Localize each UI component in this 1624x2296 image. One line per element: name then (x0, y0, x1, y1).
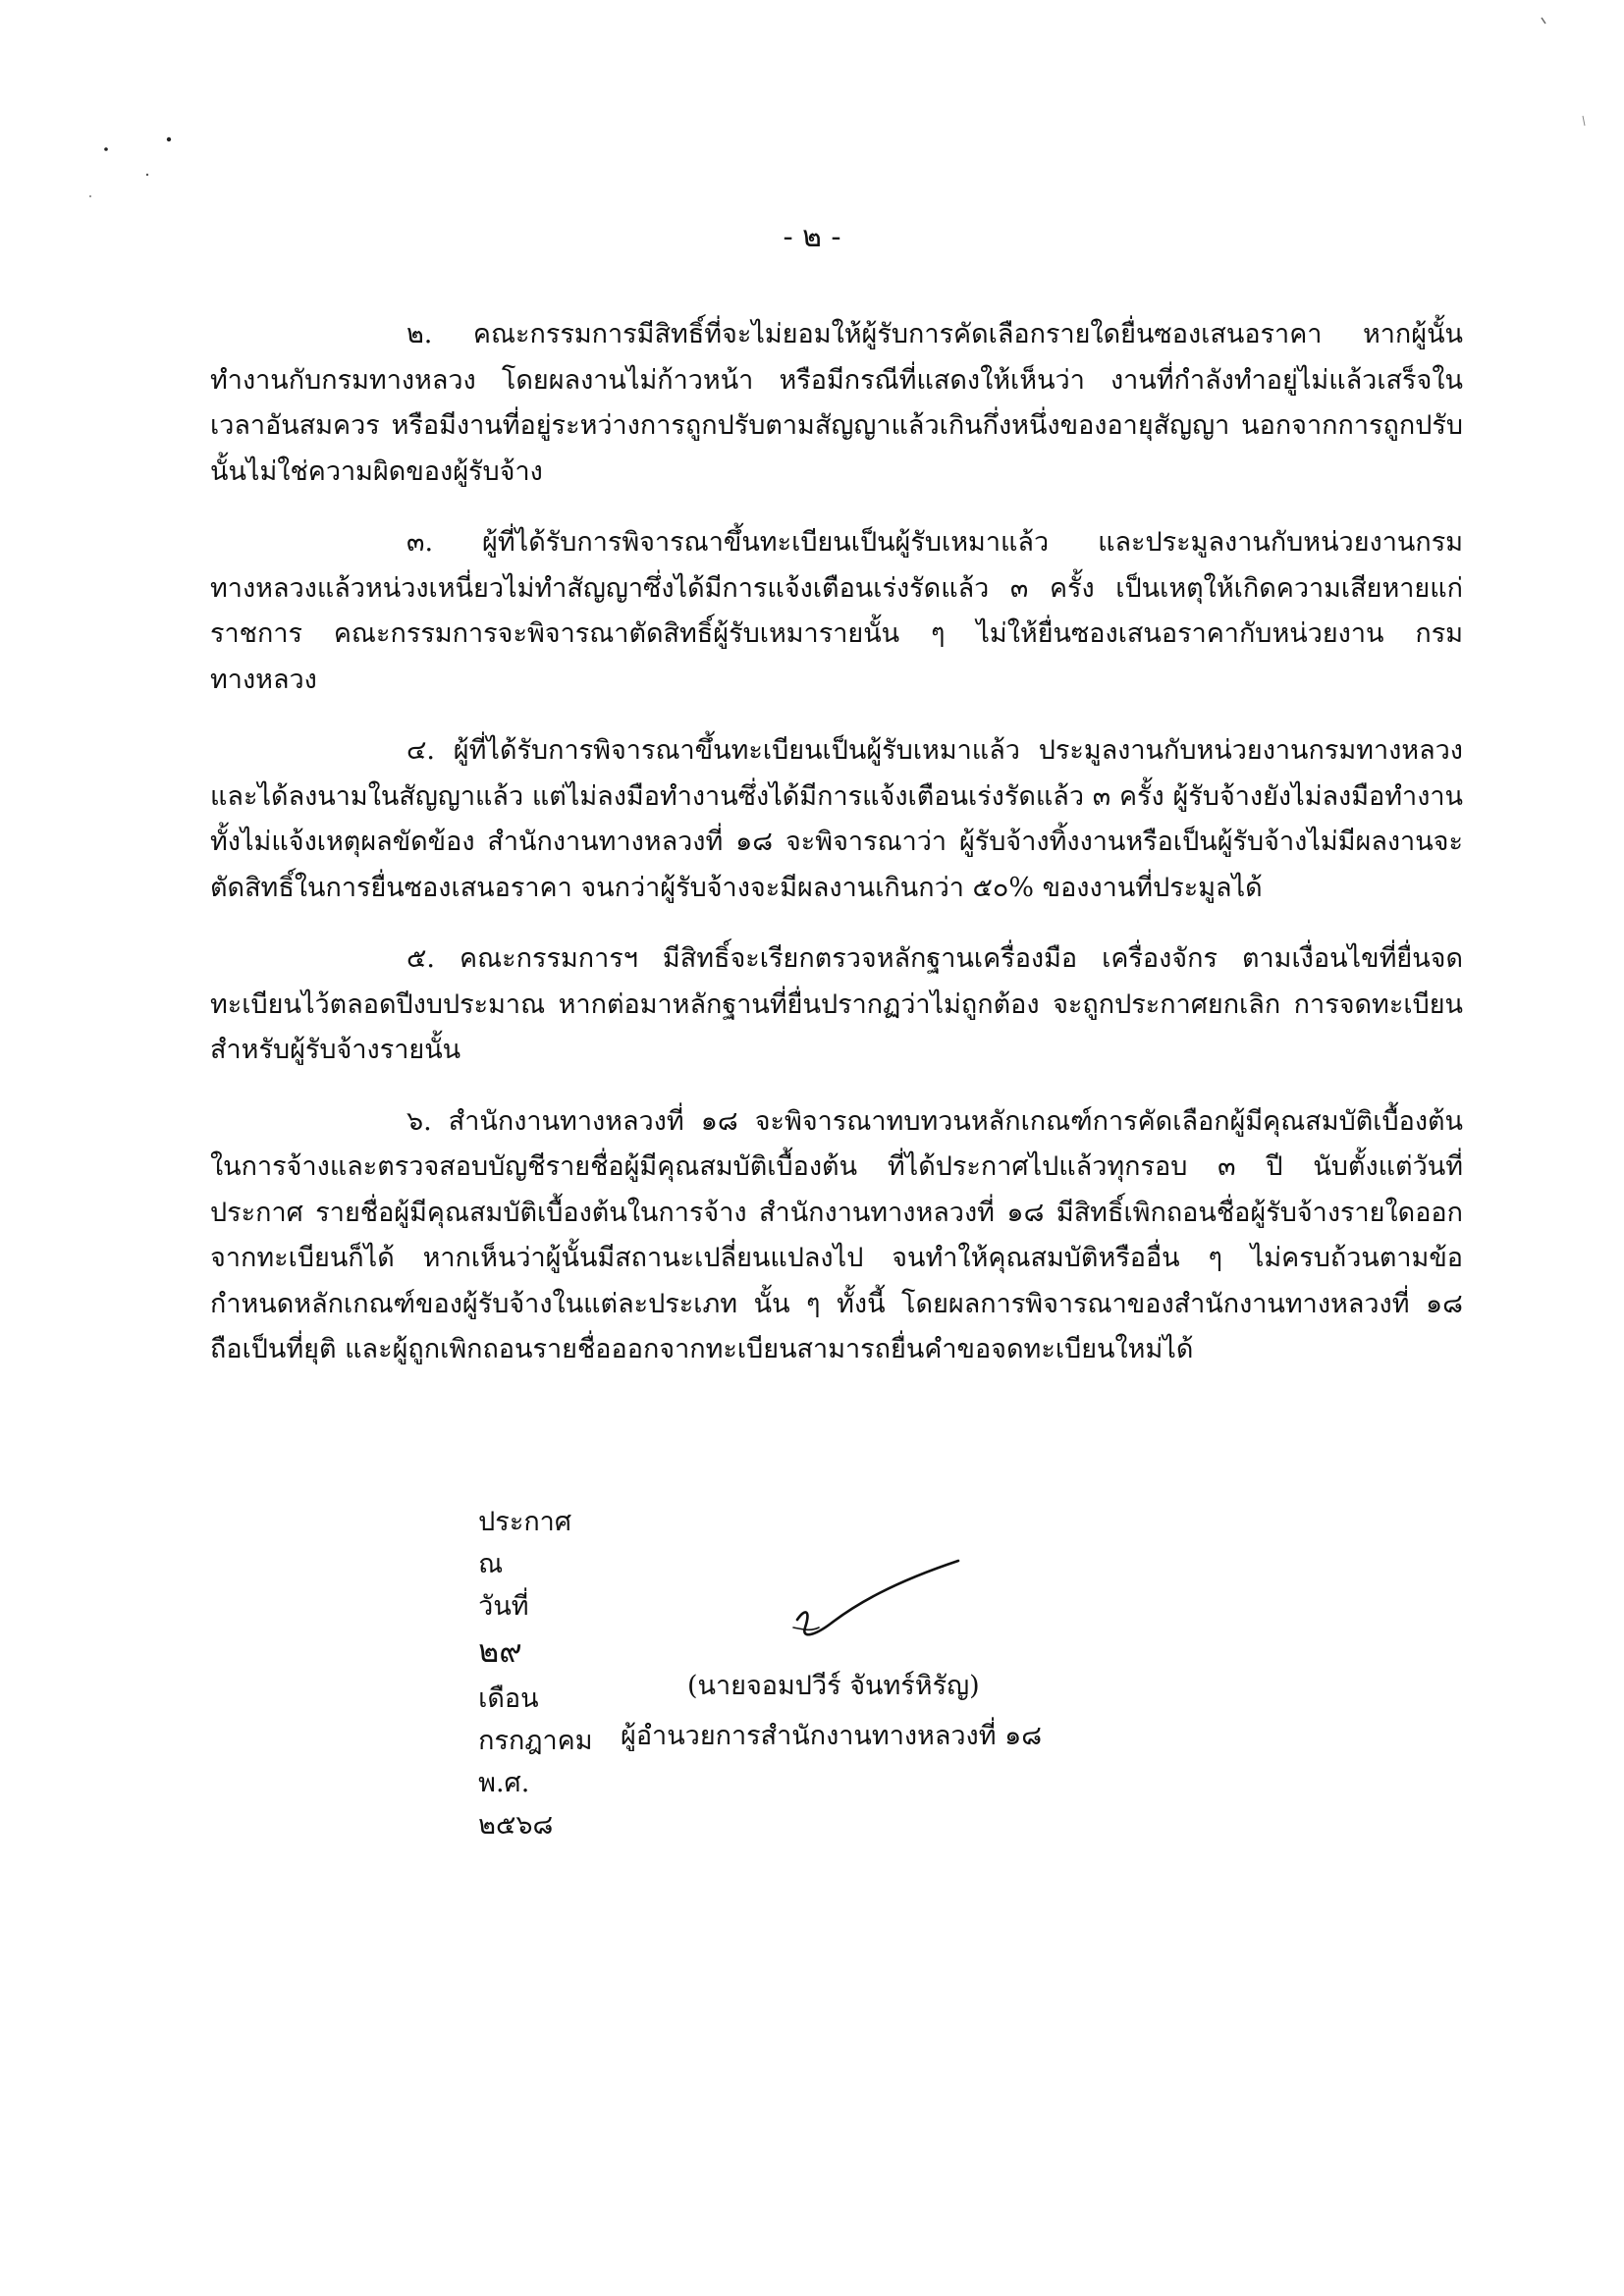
scan-mark (1583, 116, 1585, 126)
handwritten-signature (776, 1559, 972, 1667)
announcement-day-label: วันที่ (478, 1591, 529, 1622)
scan-dot (167, 137, 171, 141)
announcement-month: กรกฎาคม (478, 1726, 593, 1756)
announcement-prefix: ประกาศ (478, 1507, 571, 1537)
scan-dot (104, 147, 108, 151)
clause-2: ๒. คณะกรรมการมีสิทธิ์ที่จะไม่ยอมให้ผู้รับการคัดเลือกรายใดยื่นซองเสนอราคา หากผู้นั้นทำงานกับกรมทางหลวง โดยผลงานไม่ก้าวหน้า หรือมีกรณีที่แสดงให้เห็นว่า งานที่กำลังทำอยู่ไม่แล้วเสร็จในเวลาอันสมควร หรือมีงานที่อยู่ระหว่างการถูกปรับตามสัญญาแล้วเกินกึ่งหนึ่งของอายุสัญญา นอกจากการถูกปรับนั้นไม่ใช่ความผิดของผู้รับจ้าง (210, 319, 1463, 487)
announcement-year: ๒๕๖๘ (478, 1810, 554, 1841)
clause-5: ๕. คณะกรรมการฯ มีสิทธิ์จะเรียกตรวจหลักฐานเครื่องมือ เครื่องจักร ตามเงื่อนไขที่ยื่นจดทะเบียนไว้ตลอดปีงบประมาณ หากต่อมาหลักฐานที่ยื่นปรากฏว่าไม่ถูกต้อง จะถูกประกาศยกเลิก การจดทะเบียนสำหรับผู้รับจ้างรายนั้น (210, 943, 1463, 1065)
signer-position: ผู้อำนวยการสำนักงานทางหลวงที่ ๑๘ (621, 1721, 1043, 1751)
announcement-day: ๒๙ (478, 1632, 522, 1670)
announcement-year-label: พ.ศ. (478, 1768, 530, 1798)
announcement-line (461, 1469, 611, 1845)
clause-3: ๓. ผู้ที่ได้รับการพิจารณาขึ้นทะเบียนเป็นผู้รับเหมาแล้ว และประมูลงานกับหน่วยงานกรมทางหลวงแล้วหน่วงเหนี่ยวไม่ทำสัญญาซึ่งได้มีการแจ้งเตือนเร่งรัดแล้ว ๓ ครั้ง เป็นเหตุให้เกิดความเสียหายแก่ราชการ คณะกรรมการจะพิจารณาตัดสิทธิ์ผู้รับเหมารายนั้น ๆ ไม่ให้ยื่นซองเสนอราคากับหน่วยงาน กรมทางหลวง (210, 527, 1463, 695)
scan-dot (146, 174, 148, 176)
page-number: - ๒ - (783, 220, 841, 254)
scan-mark (1542, 18, 1545, 24)
signer-name: (นายจอมปวีร์ จันทร์หิรัญ) (687, 1671, 980, 1701)
scan-dot (89, 195, 91, 197)
announcement-month-label: เดือน (478, 1683, 539, 1714)
announcement-at: ณ (478, 1549, 504, 1579)
clause-4: ๔. ผู้ที่ได้รับการพิจารณาขึ้นทะเบียนเป็นผู้รับเหมาแล้ว ประมูลงานกับหน่วยงานกรมทางหลวงและได้ลงนามในสัญญาแล้ว แต่ไม่ลงมือทำงานซึ่งได้มีการแจ้งเตือนเร่งรัดแล้ว ๓ ครั้ง ผู้รับจ้างยังไม่ลงมือทำงานทั้งไม่แจ้งเหตุผลขัดข้อง สำนักงานทางหลวงที่ ๑๘ จะพิจารณาว่า ผู้รับจ้างทิ้งงานหรือเป็นผู้รับจ้างไม่มีผลงานจะตัดสิทธิ์ในการยื่นซองเสนอราคา จนกว่าผู้รับจ้างจะมีผลงานเกินกว่า ๕๐% ของงานที่ประมูลได้ (210, 735, 1463, 903)
clause-6: ๖. สำนักงานทางหลวงที่ ๑๘ จะพิจารณาทบทวนหลักเกณฑ์การคัดเลือกผู้มีคุณสมบัติเบื้องต้นในการจ้างและตรวจสอบบัญชีรายชื่อผู้มีคุณสมบัติเบื้องต้น ที่ได้ประกาศไปแล้วทุกรอบ ๓ ปี นับตั้งแต่วันที่ประกาศ รายชื่อผู้มีคุณสมบัติเบื้องต้นในการจ้าง สำนักงานทางหลวงที่ ๑๘ มีสิทธิ์เพิกถอนชื่อผู้รับจ้างรายใดออกจากทะเบียนก็ได้ หากเห็นว่าผู้นั้นมีสถานะเปลี่ยนแปลงไป จนทำให้คุณสมบัติหรืออื่น ๆ ไม่ครบถ้วนตามข้อกำหนดหลักเกณฑ์ของผู้รับจ้างในแต่ละประเภท นั้น ๆ ทั้งนี้ โดยผลการพิจารณาของสำนักงานทางหลวงที่ ๑๘ ถือเป็นที่ยุติ และผู้ถูกเพิกถอนรายชื่อออกจากทะเบียนสามารถยื่นคำขอจดทะเบียนใหม่ได้ (210, 1105, 1463, 1364)
document-body (210, 312, 1463, 1399)
